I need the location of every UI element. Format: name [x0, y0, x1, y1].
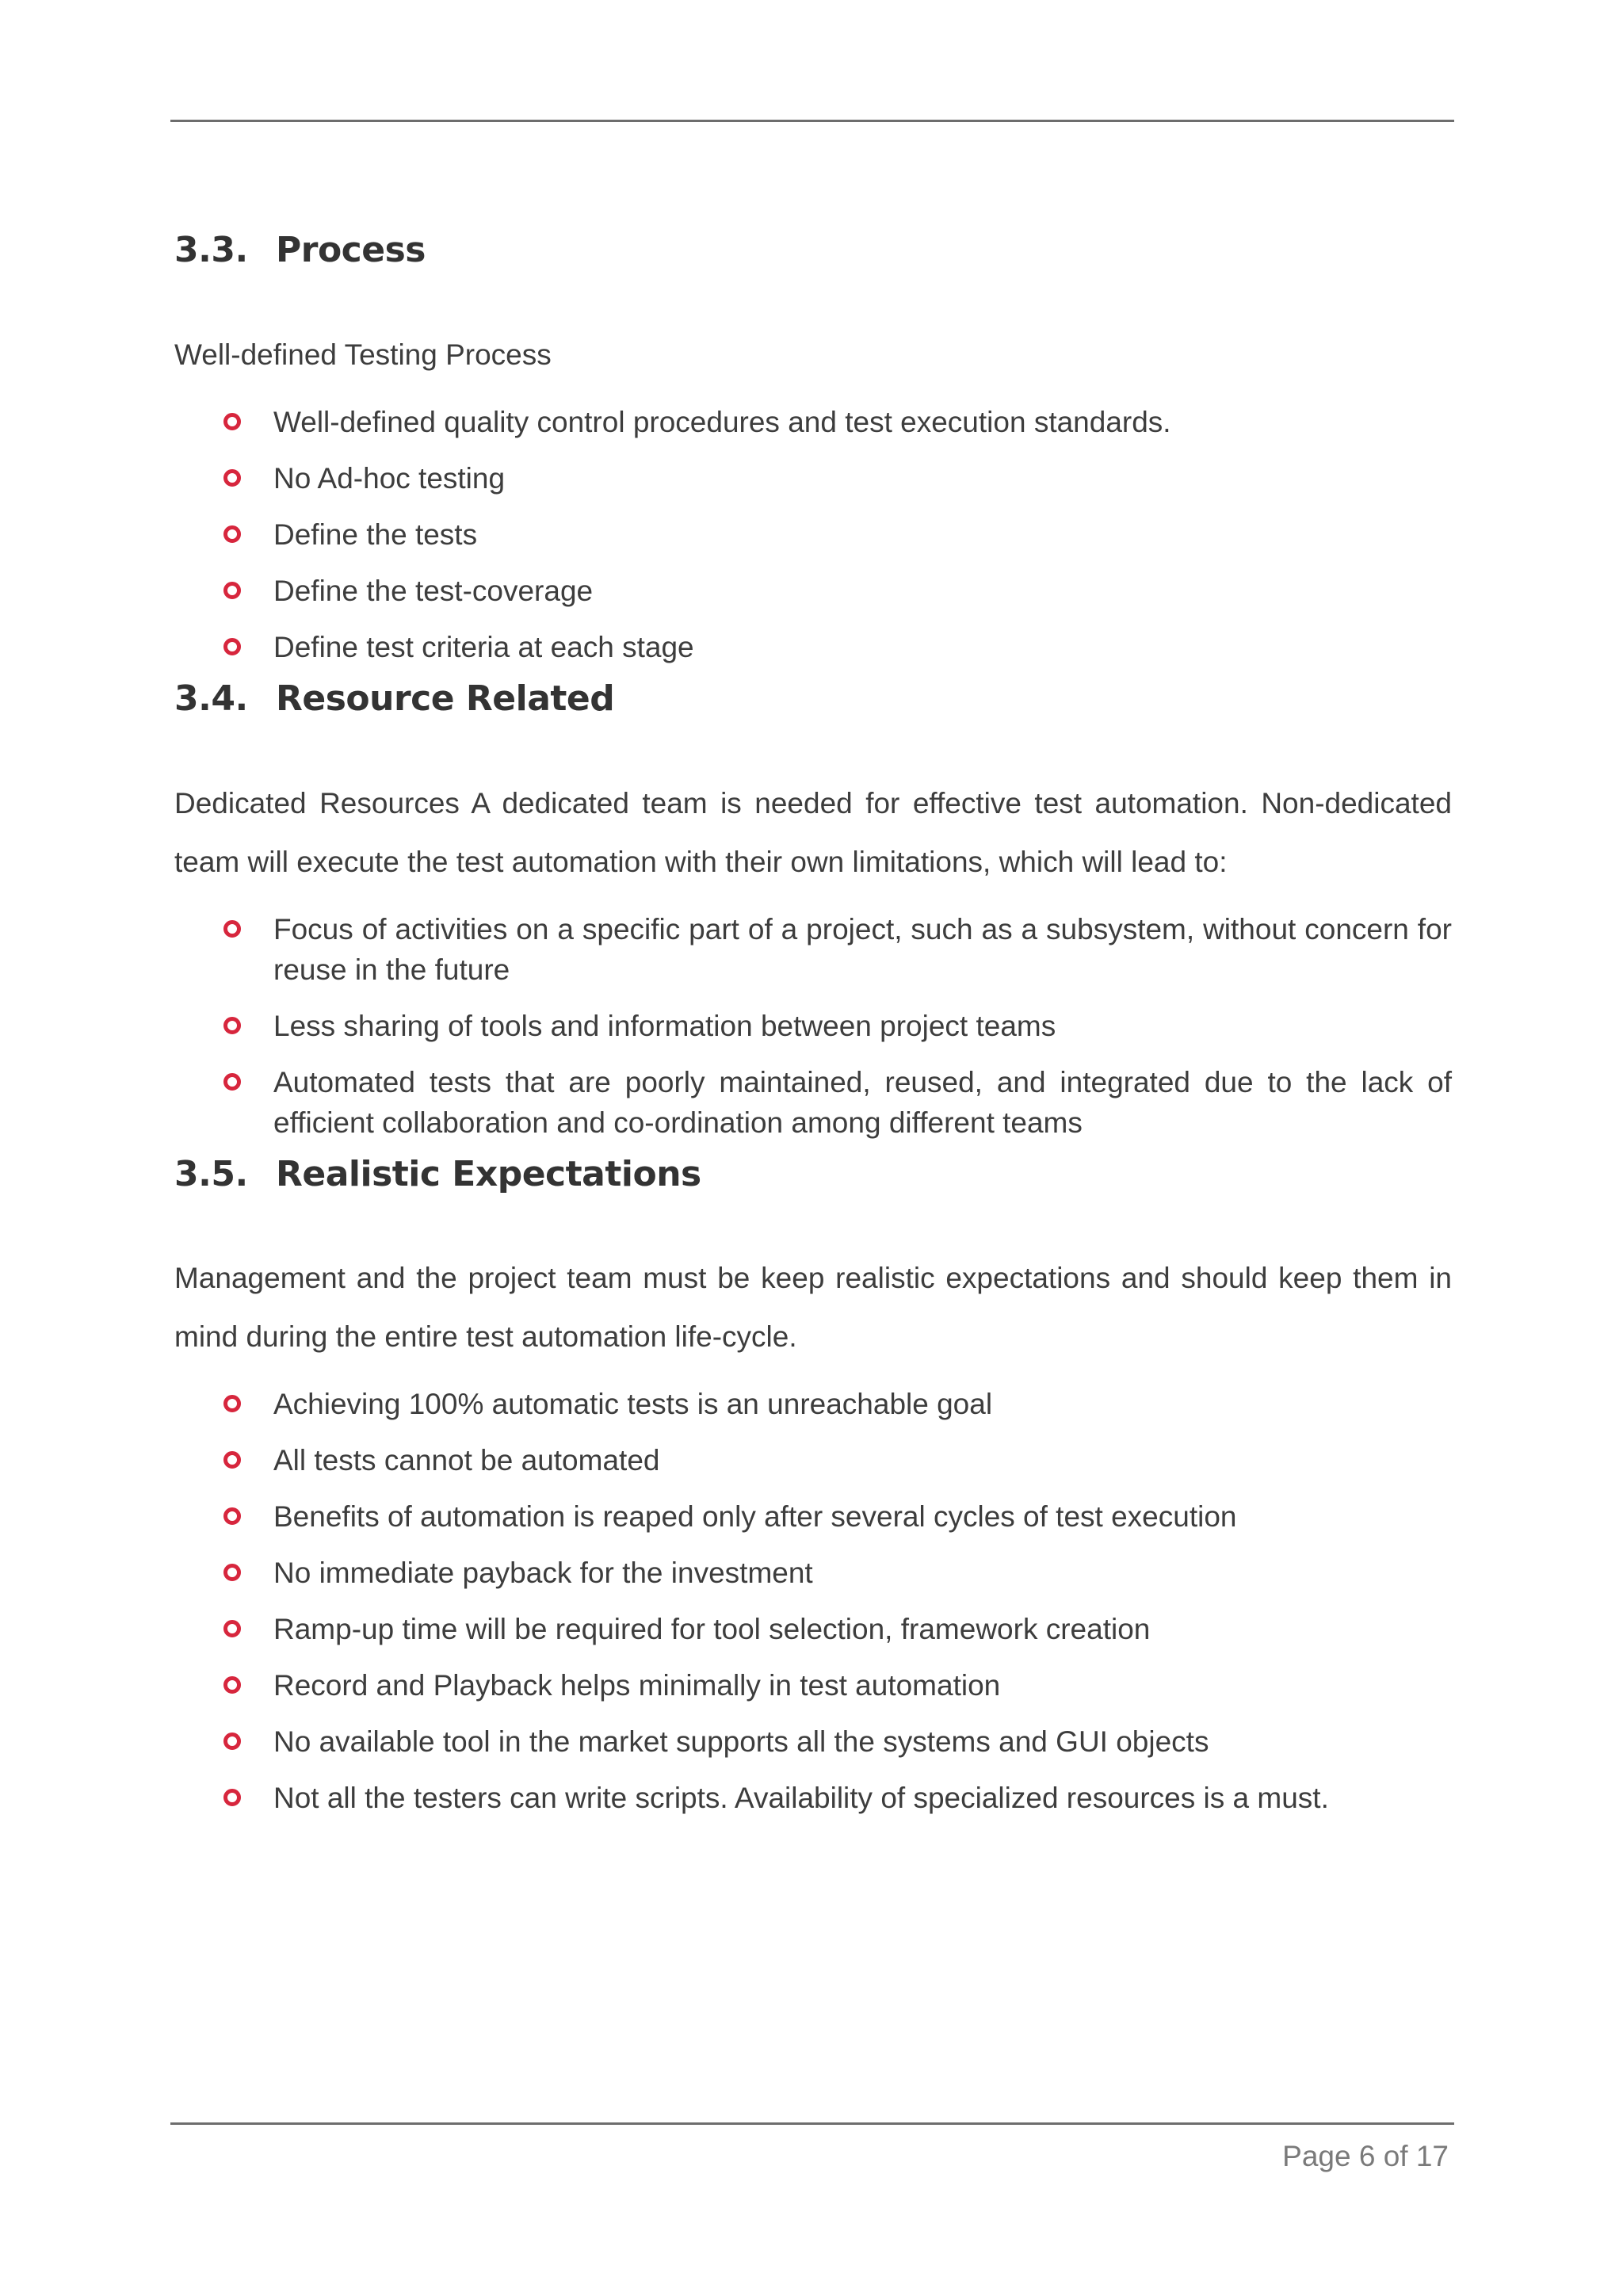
footer-rule	[170, 2122, 1454, 2125]
bullet-icon	[223, 1017, 241, 1034]
list-item: Not all the testers can write scripts. Availability of specialized resources is a must.	[174, 1778, 1452, 1818]
bullet-icon	[223, 1676, 241, 1694]
section-number: 3.3.	[174, 230, 248, 270]
bullet-list	[174, 402, 1452, 667]
bullet-icon	[223, 638, 241, 655]
list-item: All tests cannot be automated	[174, 1440, 1452, 1480]
list-item: Ramp-up time will be required for tool selection, framework creation	[174, 1609, 1452, 1649]
list-item: Record and Playback helps minimally in test automation	[174, 1665, 1452, 1706]
header-rule	[170, 120, 1454, 122]
list-item: No immediate payback for the investment	[174, 1553, 1452, 1593]
bullet-icon	[223, 920, 241, 938]
bullet-icon	[223, 1620, 241, 1637]
bullet-icon	[223, 1789, 241, 1806]
section-title: Resource Related	[276, 678, 615, 719]
bullet-icon	[223, 1733, 241, 1750]
page-number: Page 6 of 17	[1282, 2140, 1449, 2172]
section-intro: Management and the project team must be keep realistic expectations and should keep them in mind during the entire test automation life-cycle.	[174, 1262, 1452, 1354]
section-heading	[174, 678, 1452, 720]
list-item: Focus of activities on a specific part of a project, such as a subsystem, without concern for reuse in the future	[174, 909, 1452, 990]
bullet-icon	[223, 1451, 241, 1469]
section-title: Process	[276, 230, 426, 270]
list-item: No Ad-hoc testing	[174, 458, 1452, 499]
list-item: Well-defined quality control procedures and test execution standards.	[174, 402, 1452, 442]
bullet-icon	[223, 525, 241, 543]
bullet-list	[174, 909, 1452, 1143]
bullet-icon	[223, 1564, 241, 1581]
list-item: Less sharing of tools and information between project teams	[174, 1006, 1452, 1046]
section-process	[174, 230, 1452, 667]
section-number: 3.4.	[174, 678, 248, 719]
section-heading	[174, 1154, 1452, 1196]
list-item: Define the test-coverage	[174, 571, 1452, 611]
bullet-list	[174, 1384, 1452, 1818]
section-number: 3.5.	[174, 1153, 248, 1194]
bullet-icon	[223, 1073, 241, 1091]
bullet-icon	[223, 1507, 241, 1525]
section-title: Realistic Expectations	[276, 1153, 701, 1194]
list-item: Benefits of automation is reaped only after several cycles of test execution	[174, 1496, 1452, 1537]
list-item: No available tool in the market supports all the systems and GUI objects	[174, 1721, 1452, 1762]
list-item: Define the tests	[174, 514, 1452, 555]
section-resource-related	[174, 678, 1452, 1143]
bullet-icon	[223, 469, 241, 487]
list-item: Define test criteria at each stage	[174, 627, 1452, 667]
page-content	[174, 230, 1452, 1834]
section-realistic-expectations	[174, 1154, 1452, 1819]
bullet-icon	[223, 1395, 241, 1412]
section-intro: Dedicated Resources A dedicated team is needed for effective test automation. Non-dedicated team will execute the test automation with their own limitations, which will lead to:	[174, 786, 1452, 878]
bullet-icon	[223, 413, 241, 430]
section-heading	[174, 230, 1452, 272]
section-intro: Well-defined Testing Process	[174, 338, 552, 371]
list-item: Achieving 100% automatic tests is an unreachable goal	[174, 1384, 1452, 1424]
list-item: Automated tests that are poorly maintained, reused, and integrated due to the lack of efficient collaboration and co-ordination among different teams	[174, 1062, 1452, 1143]
bullet-icon	[223, 582, 241, 599]
